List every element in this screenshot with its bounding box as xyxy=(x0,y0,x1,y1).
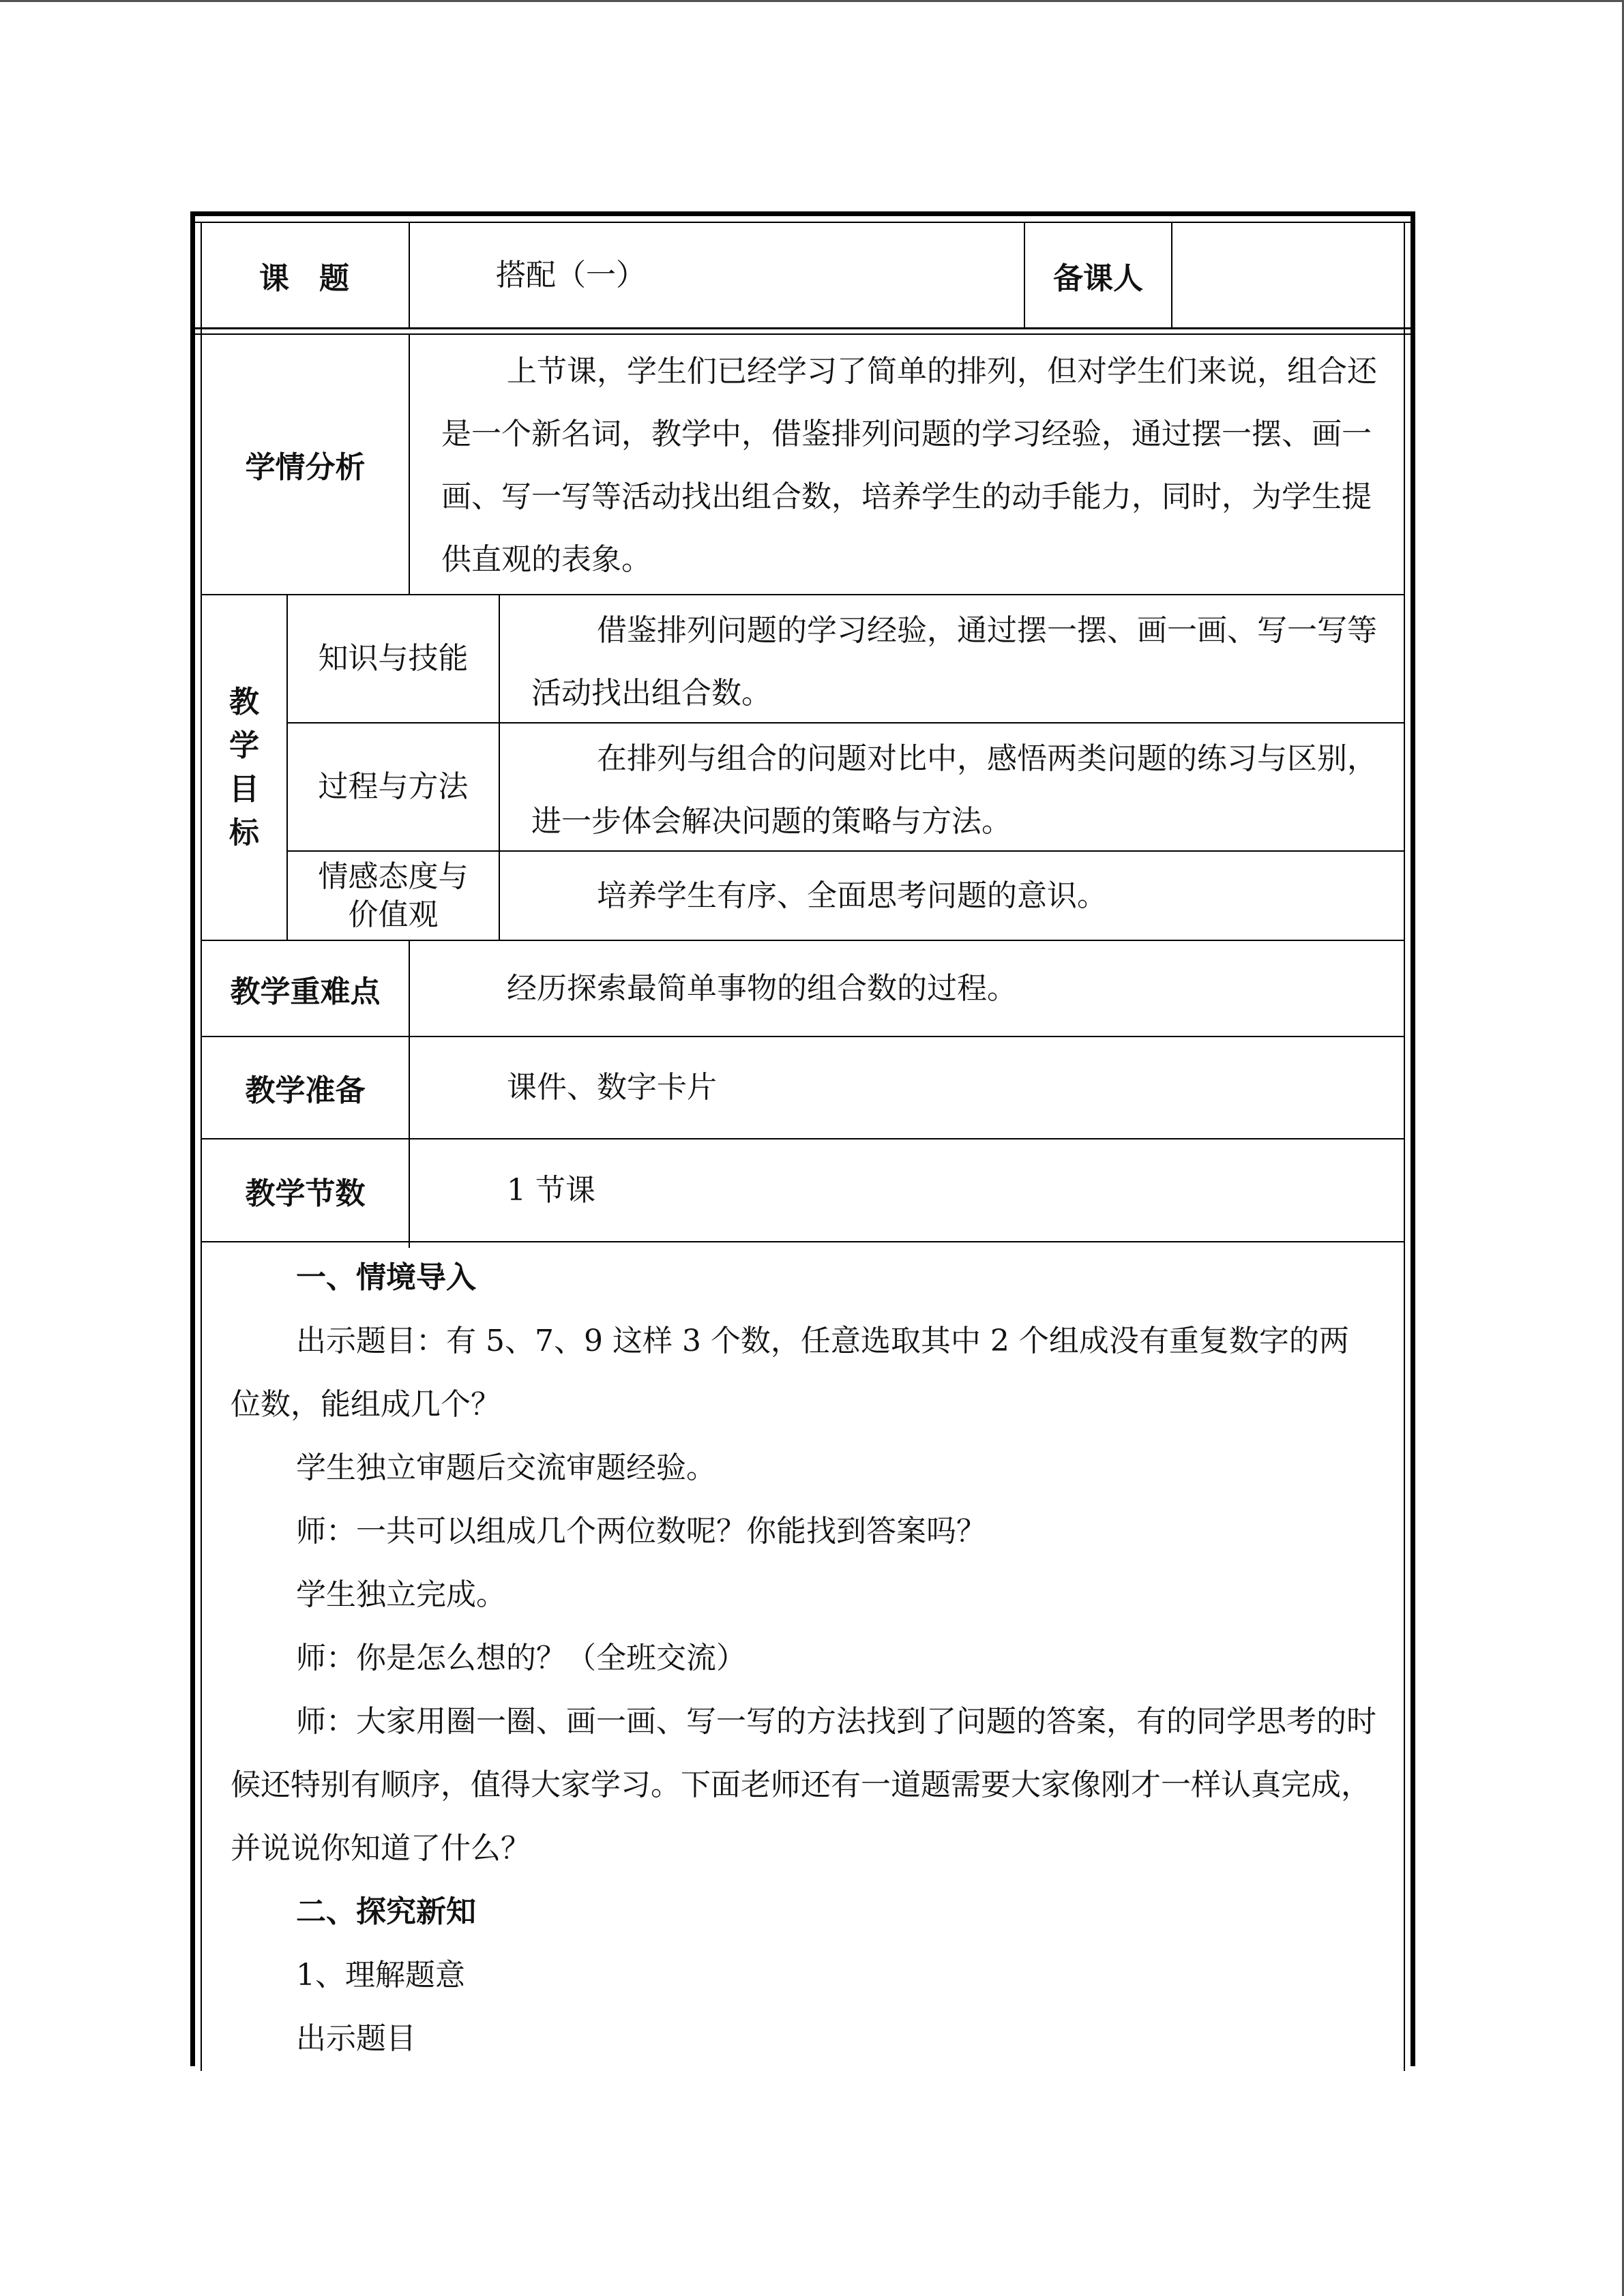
goal-knowledge-text: 借鉴排列问题的学习经验，通过摆一摆、画一画、写一写等活动找出组合数。 xyxy=(531,613,1377,711)
goals-label-cell xyxy=(202,595,286,940)
preparer-label: 备课人 xyxy=(1053,260,1143,296)
lesson-heading-explore: 二、探究新知 xyxy=(296,1894,476,1929)
goal-process-text-cell xyxy=(500,724,1404,850)
analysis-label: 学情分析 xyxy=(245,450,366,485)
inner-right-line xyxy=(1404,222,1405,2071)
lesson-body xyxy=(202,1246,1404,2070)
lesson-paragraph: 出示题目 xyxy=(296,2021,416,2056)
goal-process-label-cell xyxy=(288,724,499,850)
goal-knowledge-text-cell xyxy=(500,595,1404,722)
key-points-label-cell xyxy=(202,941,409,1036)
topic-value-cell xyxy=(410,223,1024,327)
periods-label: 教学节数 xyxy=(245,1176,366,1211)
lesson-paragraph: 1、理解题意 xyxy=(296,1958,465,1993)
analysis-text: 上节课，学生们已经学习了简单的排列，但对学生们来说，组合还是一个新名词，教学中，借鉴排列问题的学习经验，通过摆一摆、画一画、写一写等活动找出组合数，培养学生的动手能力，同时，为学生提供直观的表象。 xyxy=(441,354,1377,577)
goal-attitude-label-cell xyxy=(288,852,499,940)
topic-value: 搭配（一） xyxy=(496,257,646,293)
goals-label-char: 学 xyxy=(229,728,259,763)
periods-text: 1 节课 xyxy=(507,1172,595,1208)
row-line xyxy=(202,1241,1404,1242)
lesson-paragraph: 出示题目：有 5、7、9 这样 3 个数，任意选取其中 2 个组成没有重复数字的两位数，能组成几个？ xyxy=(231,1324,1349,1422)
lesson-paragraph: 师：大家用圈一圈、画一画、写一写的方法找到了问题的答案，有的同学思考的时候还特别有顺序，值得大家学习。下面老师还有一道题需要大家像刚才一样认真完成，并说说你知道了什么？ xyxy=(231,1704,1376,1866)
preparer-value-cell xyxy=(1172,223,1404,327)
preparation-text: 课件、数字卡片 xyxy=(507,1070,717,1105)
periods-label-cell xyxy=(202,1139,409,1241)
goals-label xyxy=(229,681,259,855)
page-edge-top xyxy=(0,0,1624,2)
key-points-text-cell xyxy=(410,941,1404,1036)
topic-label-cell xyxy=(202,223,407,327)
key-points-text: 经历探索最简单事物的组合数的过程。 xyxy=(507,970,1017,1006)
analysis-text-cell xyxy=(410,335,1404,594)
preparation-text-cell xyxy=(410,1037,1404,1138)
goal-attitude-text: 培养学生有序、全面思考问题的意识。 xyxy=(597,878,1107,913)
goal-attitude-label-line1: 情感态度与 xyxy=(318,859,469,894)
goal-process-label: 过程与方法 xyxy=(318,769,469,804)
goal-attitude-label-line2: 价值观 xyxy=(348,897,439,932)
analysis-label-cell xyxy=(202,335,409,594)
goals-label-char: 标 xyxy=(229,815,259,850)
key-points-label: 教学重难点 xyxy=(230,974,381,1009)
topic-label: 课 题 xyxy=(259,260,349,296)
preparation-label-cell xyxy=(202,1037,409,1138)
lesson-plan-table xyxy=(190,211,1415,2066)
lesson-paragraph: 学生独立审题后交流审题经验。 xyxy=(296,1450,716,1485)
lesson-paragraph: 师：你是怎么想的？（全班交流） xyxy=(296,1641,746,1675)
goals-label-char: 教 xyxy=(229,684,259,719)
lesson-paragraph: 学生独立完成。 xyxy=(296,1577,506,1612)
goal-attitude-text-cell xyxy=(500,852,1404,940)
goals-label-char: 目 xyxy=(229,771,259,807)
goal-knowledge-label: 知识与技能 xyxy=(318,641,469,676)
lesson-paragraph: 师：一共可以组成几个两位数呢？你能找到答案吗？ xyxy=(296,1514,986,1549)
lesson-heading-intro: 一、情境导入 xyxy=(296,1260,476,1295)
goal-knowledge-label-cell xyxy=(288,595,499,722)
preparation-label: 教学准备 xyxy=(245,1073,366,1108)
goal-process-text: 在排列与组合的问题对比中，感悟两类问题的练习与区别，进一步体会解决问题的策略与方法。 xyxy=(531,741,1377,839)
header-bottom-line xyxy=(195,327,1411,329)
preparer-label-cell xyxy=(1025,223,1171,327)
periods-text-cell xyxy=(410,1139,1404,1241)
